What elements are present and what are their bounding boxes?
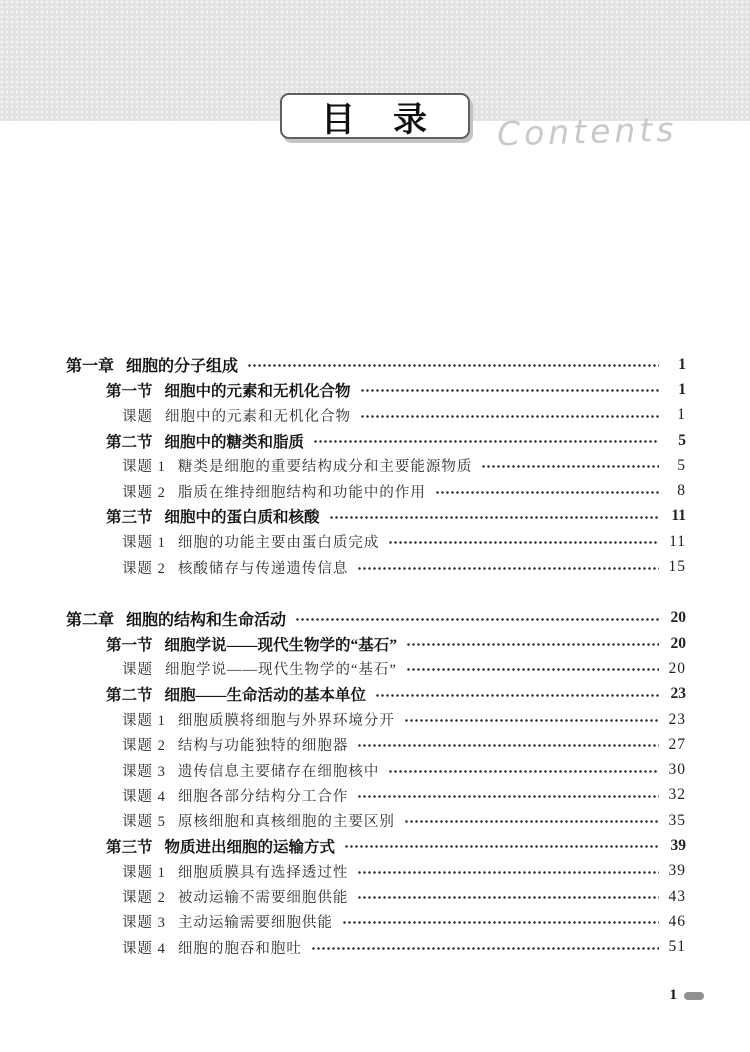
toc-entry-topic xyxy=(122,757,686,782)
toc-entry-title: 细胞——生命活动的基本单位 xyxy=(164,687,367,705)
toc-entry-prefix: 课题 1 xyxy=(122,864,166,881)
toc-entry-page: 32 xyxy=(668,786,686,804)
dot-leader xyxy=(482,465,659,468)
toc-entry-topic xyxy=(122,935,686,960)
toc-entry-title: 细胞的分子组成 xyxy=(126,358,239,376)
dot-leader xyxy=(405,820,659,823)
toc-entry-title: 细胞学说——现代生物学的“基石” xyxy=(165,662,397,679)
toc-entry-page: 27 xyxy=(668,735,686,753)
toc-entry-prefix: 课题 5 xyxy=(122,814,166,831)
toc-entry-prefix: 课题 2 xyxy=(122,560,166,577)
page-footer xyxy=(670,987,705,1004)
toc-entry-page: 20 xyxy=(670,609,686,627)
toc-entry-section xyxy=(106,682,686,707)
toc-entry-topic xyxy=(122,859,686,884)
toc-entry-prefix: 课题 4 xyxy=(122,940,166,957)
dot-leader xyxy=(405,719,659,722)
toc-entry-page: 39 xyxy=(668,862,686,880)
dot-leader xyxy=(389,541,659,544)
toc-entry-title: 主动运输需要细胞供能 xyxy=(177,915,333,932)
toc-entry-chapter xyxy=(66,606,686,631)
toc-entry-section xyxy=(106,833,686,858)
dot-leader xyxy=(389,770,659,773)
dot-leader xyxy=(358,567,659,570)
toc-entry-title: 细胞的胞吞和胞吐 xyxy=(177,940,302,957)
toc-entry-page: 8 xyxy=(677,482,686,500)
dot-leader xyxy=(312,947,659,950)
toc-entry-title: 细胞的结构和生命活动 xyxy=(126,611,287,629)
toc-entry-page: 30 xyxy=(668,761,686,779)
dot-leader xyxy=(358,744,659,747)
dot-leader xyxy=(248,364,659,367)
contents-title: 目 录 xyxy=(321,101,429,139)
toc-entry-title: 细胞中的元素和无机化合物 xyxy=(164,382,351,400)
toc-entry-prefix: 课题 4 xyxy=(122,788,166,805)
toc-entry-title: 结构与功能独特的细胞器 xyxy=(177,738,349,755)
dot-leader xyxy=(358,896,659,899)
toc-entry-prefix: 第一节 xyxy=(106,636,153,654)
toc-entry-prefix: 课题 1 xyxy=(122,713,166,729)
toc-entry-page: 39 xyxy=(670,836,686,854)
toc-entry-title: 被动运输不需要细胞供能 xyxy=(177,890,349,907)
dot-leader xyxy=(314,440,659,443)
toc-entry-section xyxy=(106,428,686,453)
toc-entry-page: 1 xyxy=(677,406,686,424)
dot-leader xyxy=(436,491,659,494)
toc-entry-title: 糖类是细胞的重要结构成分和主要能源物质 xyxy=(177,459,473,476)
dot-leader xyxy=(361,415,659,418)
toc-entry-prefix: 课题 3 xyxy=(122,915,166,932)
toc-entry-page: 51 xyxy=(668,938,686,956)
toc-entry-prefix: 课题 3 xyxy=(122,763,166,780)
toc-entry-page: 11 xyxy=(671,507,686,525)
toc-entry-chapter xyxy=(66,352,686,377)
dot-leader xyxy=(376,694,659,697)
dot-leader xyxy=(358,795,659,798)
toc-entry-title: 细胞质膜将细胞与外界环境分开 xyxy=(177,713,395,729)
toc-entry-topic xyxy=(122,783,686,808)
toc-entry-page: 35 xyxy=(668,811,686,829)
toc-entry-topic xyxy=(122,453,686,478)
toc-entry-topic xyxy=(122,403,686,428)
toc-entry-topic xyxy=(122,909,686,934)
toc-entry-prefix: 课题 2 xyxy=(122,890,166,907)
dot-leader xyxy=(361,389,659,392)
toc-entry-topic xyxy=(122,478,686,503)
toc-entry-section xyxy=(106,377,686,402)
toc-entry-prefix: 课题 2 xyxy=(122,738,166,755)
toc-entry-title: 细胞中的蛋白质和核酸 xyxy=(164,509,320,527)
toc-entry-prefix: 第二节 xyxy=(106,687,153,705)
toc-entry-topic xyxy=(122,707,686,732)
chapter-gap xyxy=(66,580,686,606)
toc-entry-page: 5 xyxy=(678,431,686,449)
toc-entry-title: 细胞各部分结构分工合作 xyxy=(177,788,349,805)
toc-entry-prefix: 第一节 xyxy=(106,382,153,400)
toc-entry-prefix: 第三节 xyxy=(106,838,153,856)
toc-entry-topic xyxy=(122,656,686,681)
toc-entry-prefix: 第二章 xyxy=(66,611,115,629)
toc-entry-prefix: 课题 xyxy=(122,408,153,425)
toc-entry-page: 20 xyxy=(670,634,686,652)
toc-entry-page: 1 xyxy=(678,380,686,398)
contents-script-text: Contents xyxy=(496,109,678,154)
toc-entry-topic xyxy=(122,808,686,833)
toc-entry-topic xyxy=(122,732,686,757)
toc-entry-page: 20 xyxy=(668,659,686,677)
toc-entry-page: 5 xyxy=(677,456,686,474)
toc-entry-section xyxy=(106,504,686,529)
footer-pill-icon xyxy=(684,992,704,1000)
toc-entry-prefix: 课题 xyxy=(122,662,153,679)
toc-entry-prefix: 课题 2 xyxy=(122,484,166,501)
toc-entry-prefix: 第三节 xyxy=(106,509,153,527)
toc-entry-topic xyxy=(122,884,686,909)
toc-entry-title: 细胞中的糖类和脂质 xyxy=(164,433,305,451)
toc-entry-page: 43 xyxy=(668,887,686,905)
toc-entry-title: 物质进出细胞的运输方式 xyxy=(164,838,336,856)
toc-entry-page: 23 xyxy=(668,710,686,728)
toc-entry-section xyxy=(106,631,686,656)
toc-entry-page: 23 xyxy=(670,685,686,703)
toc-entry-title: 细胞质膜具有选择透过性 xyxy=(177,864,349,881)
dot-leader xyxy=(358,871,659,874)
toc-entry-title: 细胞的功能主要由蛋白质完成 xyxy=(177,535,380,552)
toc xyxy=(66,352,686,960)
toc-entry-topic xyxy=(122,554,686,579)
toc-entry-title: 细胞中的元素和无机化合物 xyxy=(165,408,351,425)
toc-entry-prefix: 第二节 xyxy=(106,433,153,451)
toc-entry-topic xyxy=(122,529,686,554)
toc-entry-title: 遗传信息主要储存在细胞核中 xyxy=(177,763,380,780)
contents-title-box xyxy=(280,93,470,139)
dot-leader xyxy=(296,618,659,621)
toc-entry-page: 15 xyxy=(668,558,686,576)
page-number: 1 xyxy=(669,987,677,1003)
toc-entry-title: 细胞学说——现代生物学的“基石” xyxy=(164,636,398,654)
dot-leader xyxy=(407,668,659,671)
toc-entry-title: 原核细胞和真核细胞的主要区别 xyxy=(177,814,395,831)
toc-entry-title: 脂质在维持细胞结构和功能中的作用 xyxy=(177,484,426,501)
dot-leader xyxy=(330,516,659,519)
toc-entry-prefix: 课题 1 xyxy=(122,459,166,476)
toc-entry-page: 11 xyxy=(669,532,686,550)
toc-entry-page: 46 xyxy=(668,912,686,930)
dot-leader xyxy=(345,845,659,848)
toc-entry-prefix: 第一章 xyxy=(66,358,115,376)
toc-entry-page: 1 xyxy=(678,355,686,373)
toc-entry-title: 核酸储存与传递遗传信息 xyxy=(177,560,349,577)
dot-leader xyxy=(343,921,659,924)
toc-entry-prefix: 课题 1 xyxy=(122,535,166,552)
dot-leader xyxy=(407,643,659,646)
